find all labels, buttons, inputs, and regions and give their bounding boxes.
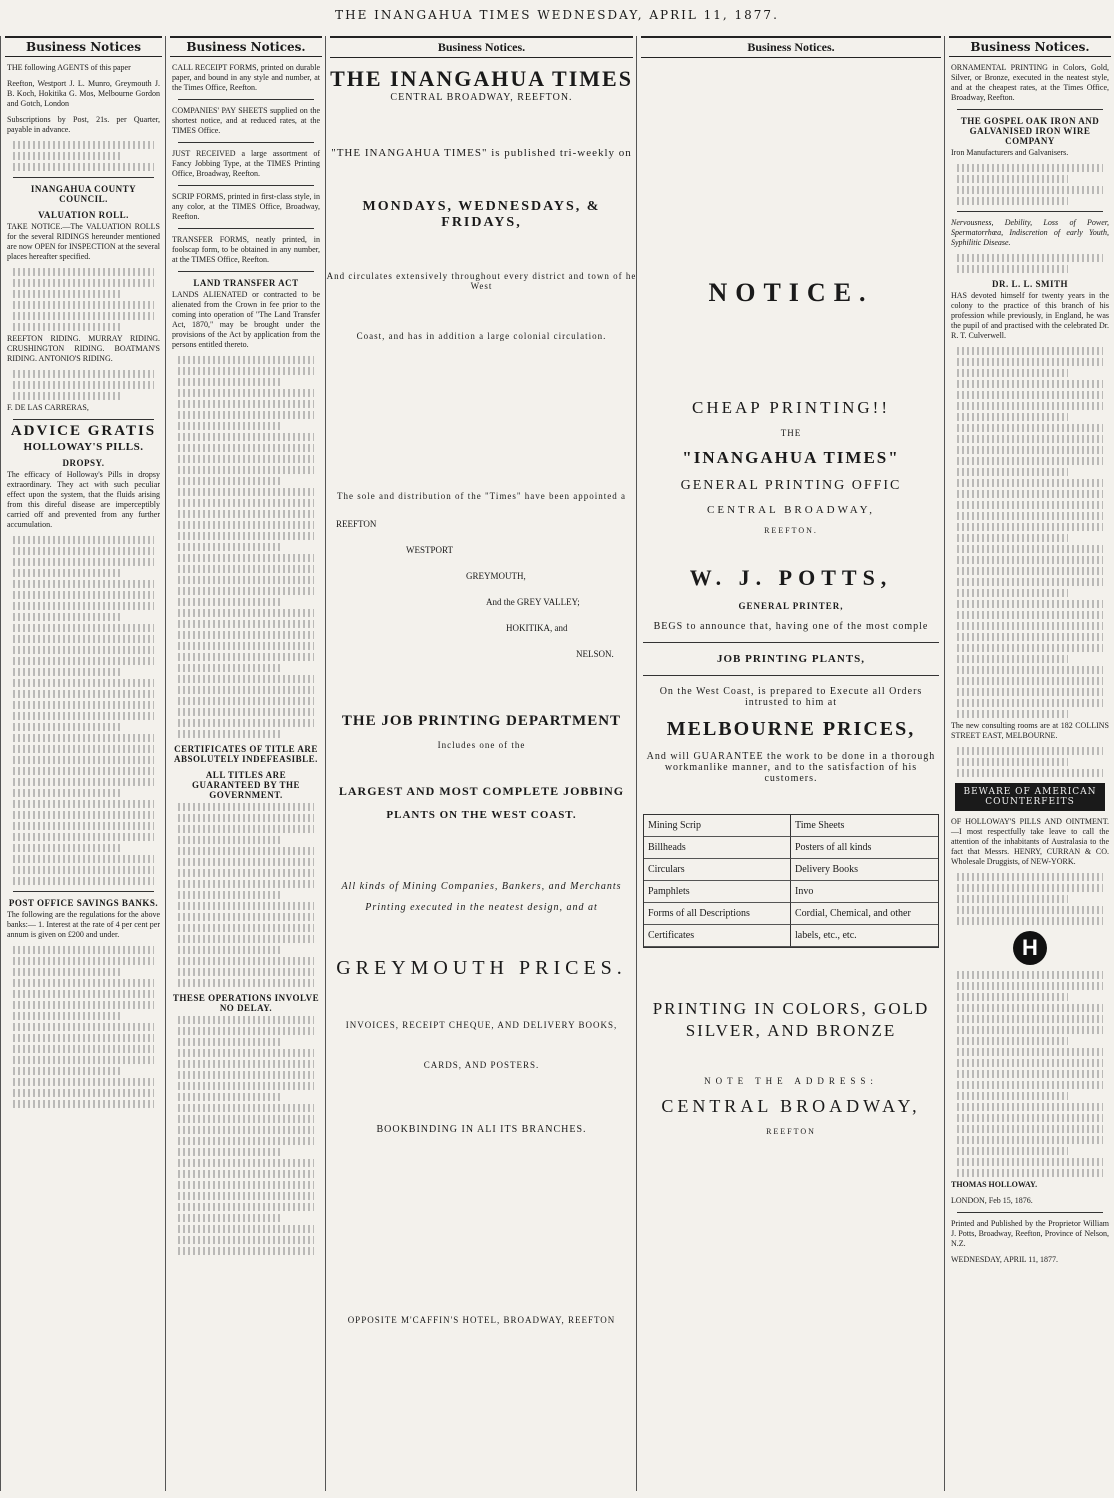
ridings-list: REEFTON RIDING. MURRAY RIDING. CRUSHINGTON RIDING. BOATMAN'S RIDING. ANTONIO'S RIDING. [7, 334, 160, 363]
office-address: CENTRAL BROADWAY, [707, 504, 875, 516]
melbourne-prices: MELBOURNE PRICES, [666, 718, 916, 740]
beware-banner: BEWARE OF AMERICAN COUNTERFEITS [955, 783, 1105, 811]
no-delay-heading: THESE OPERATIONS INVOLVE NO DELAY. [172, 993, 320, 1013]
dropsy-heading: DROPSY. [62, 458, 105, 468]
service-item: Billheads [644, 837, 791, 859]
column-4 [636, 36, 945, 1491]
circulation-line: And circulates extensively throughout every district and town of he West [326, 271, 637, 291]
largest-line: LARGEST AND MOST COMPLETE JOBBING [338, 784, 625, 798]
services-table [643, 814, 939, 948]
service-item: Forms of all Descriptions [644, 903, 791, 925]
gospel-oak-heading: THE GOSPEL OAK IRON AND GALVANISED IRON WIRE COMPANY [960, 116, 1100, 146]
general-printer: GENERAL PRINTER, [738, 601, 844, 611]
column-1-heading: Business Notices [5, 36, 162, 57]
column-1 [0, 36, 166, 1491]
place-greymouth: GREYMOUTH, [466, 571, 526, 581]
publication-days: MONDAYS, WEDNESDAYS, & FRIDAYS, [362, 199, 601, 230]
agents-title: THE following AGENTS of this paper [7, 63, 131, 72]
council-heading: INANGAHUA COUNTY COUNCIL. [30, 184, 137, 204]
valuation-roll-heading: VALUATION ROLL. [38, 210, 129, 220]
consulting-rooms: The new consulting rooms are at 182 COLLINS STREET EAST, MELBOURNE. [951, 721, 1109, 740]
column-5-heading: Business Notices. [949, 36, 1111, 57]
issue-date: WEDNESDAY, APRIL 11, 1877. [951, 1255, 1058, 1264]
holloway-trademark-logo: H [1013, 931, 1047, 965]
gospel-oak-sub: Iron Manufacturers and Galvanisers. [951, 148, 1069, 157]
column-5 [944, 36, 1114, 1491]
cards-line: CARDS, AND POSTERS. [423, 1060, 540, 1070]
paper-subtitle: CENTRAL BROADWAY, REEFTON. [390, 92, 573, 103]
masthead: THE INANGAHUA TIMES WEDNESDAY, APRIL 11, 1877. [335, 8, 779, 22]
service-item: Certificates [644, 925, 791, 947]
service-item: Posters of all kinds [791, 837, 938, 859]
advice-heading: ADVICE GRATIS [10, 423, 157, 439]
office-town: REEFTON. [764, 526, 818, 535]
place-nelson: NELSON. [576, 649, 614, 659]
printing-line: Printing executed in the neatest design, and at [365, 902, 598, 913]
savings-heading: POST OFFICE SAVINGS BANKS. [8, 898, 159, 908]
service-item: labels, etc., etc. [791, 925, 938, 947]
ornamental-ad: ORNAMENTAL PRINTING in Colors, Gold, Silver, or Bronze, executed in the neatest style, and at the cheapest rates, at the Times Office, Broadway, Reefton. [951, 63, 1109, 102]
imprint: Printed and Published by the Proprietor William J. Potts, Broadway, Reefton, Province of Nelson, N.Z. [951, 1219, 1109, 1248]
inangahua-times-heading: "INANGAHUA TIMES" [682, 448, 900, 467]
column-2-heading: Business Notices. [170, 36, 322, 57]
service-item: Pamphlets [644, 881, 791, 903]
bookbinding-line: BOOKBINDING IN ALI ITS BRANCHES. [376, 1124, 587, 1135]
colonial-line: Coast, and has in addition a large colonial circulation. [356, 331, 607, 341]
scrip-forms-ad: SCRIP FORMS, printed in first-class style, in any color, at the TIMES Office, Broadway, Reefton. [172, 192, 320, 221]
note-address: NOTE THE ADDRESS: [704, 1076, 878, 1086]
subscriptions: Subscriptions by Post, 21s. per Quarter, payable in advance. [7, 115, 160, 134]
general-printing-office: GENERAL PRINTING OFFIC [680, 478, 902, 493]
footer-broadway: CENTRAL BROADWAY, [661, 1096, 921, 1116]
certificates-heading: CERTIFICATES OF TITLE ARE ABSOLUTELY INDEFEASIBLE. [174, 744, 318, 764]
holloway-date: LONDON, Feb 15, 1876. [951, 1196, 1033, 1205]
guaranteed-heading: ALL TITLES ARE GUARANTEED BY THE GOVERNMENT. [191, 770, 301, 800]
notice-heading: NOTICE. [708, 278, 874, 307]
plants-line: PLANTS ON THE WEST COAST. [386, 809, 577, 821]
pay-sheets-ad: COMPANIES' PAY SHEETS supplied on the shortest notice, and at reduced rates, at the TIMES Office. [172, 106, 320, 135]
cheap-printing: CHEAP PRINTING!! [691, 398, 890, 417]
call-receipt-ad: CALL RECEIPT FORMS, printed on durable paper, and bound in any style and number, at the Times Office, Reefton. [172, 63, 320, 92]
just-received-ad: JUST RECEIVED a large assortment of Fancy Jobbing Type, at the TIMES Printing Office, Broadway, Reefton. [172, 149, 320, 178]
column-2 [165, 36, 326, 1491]
pills-text: The efficacy of Holloway's Pills in dropsy extraordinary. They act with such peculiar effect upon the system, that the fluids arising from this direful disease are imperceptibly carried off and prevented from any further accumulation. [7, 470, 160, 529]
includes-line: Includes one of the [437, 740, 526, 750]
land-transfer-heading: LAND TRANSFER ACT [193, 278, 299, 288]
column-4-heading: Business Notices. [641, 36, 941, 58]
place-grey-valley: And the GREY VALLEY; [486, 597, 580, 607]
land-transfer-text: LANDS ALIENATED or contracted to be alienated from the Crown in fee prior to the coming into operation of "The Land Transfer Act, 1870," may be brought under the provisions of the Act by application from the persons entitled thereto. [172, 290, 320, 349]
dr-smith-text: HAS devoted himself for twenty years in the colony to the practice of this branch of his profession while previously, in England, he was the pupil of and practised with the celebrated Dr. R. T. Culverwell. [951, 291, 1109, 340]
place-reefton: REEFTON [336, 519, 377, 529]
place-westport: WESTPORT [406, 545, 453, 555]
nervousness-ad: Nervousness, Debility, Loss of Power, Spermatorrhœa, Indiscretion of early Youth, Syphilitic Disease. [951, 218, 1109, 247]
agents-line: The sole and distribution of the "Times" have been appointed a [337, 491, 626, 501]
place-hokitika: HOKITIKA, and [506, 623, 568, 633]
pills-heading: HOLLOWAY'S PILLS. [23, 441, 144, 453]
service-item: Delivery Books [791, 859, 938, 881]
service-item: Circulars [644, 859, 791, 881]
published-line: "THE INANGAHUA TIMES" is published tri-weekly on [331, 147, 632, 159]
valuation-notice: TAKE NOTICE.—The VALUATION ROLLS for the several RIDINGS hereunder mentioned are now OPEN for INSPECTION at the several places hereafter specified. [7, 222, 160, 261]
service-item: Time Sheets [791, 815, 938, 837]
west-coast-line: On the West Coast, is prepared to Execute all Orders intrusted to him at [659, 686, 923, 708]
column-3 [325, 36, 637, 1491]
begs-line: BEGS to announce that, having one of the most comple [653, 621, 929, 632]
invoices-line: INVOICES, RECEIPT CHEQUE, AND DELIVERY BOOKS, [345, 1020, 618, 1030]
footer-reefton: REEFTON [766, 1127, 816, 1136]
job-plants-line: JOB PRINTING PLANTS, [716, 653, 866, 665]
savings-text: The following are the regulations for the above banks:— 1. Interest at the rate of 4 per cent per annum is given on £200 and under. [7, 910, 160, 939]
the-line: THE [780, 428, 802, 438]
holloway-notice: OF HOLLOWAY'S PILLS AND OINTMENT.—I most respectfully take leave to call the attention of the inhabitants of Australasia to the fact that Messrs. HENRY, CURRAN & CO. Wholesale Druggists, of NEW-YORK. [951, 817, 1109, 866]
service-item: Invo [791, 881, 938, 903]
service-item: Mining Scrip [644, 815, 791, 837]
column-3-heading: Business Notices. [330, 36, 633, 58]
dr-smith-heading: DR. L. L. SMITH [991, 279, 1068, 289]
service-item: Cordial, Chemical, and other [791, 903, 938, 925]
all-kinds-line: All kinds of Mining Companies, Bankers, and Merchants [341, 881, 622, 892]
paper-title: THE INANGAHUA TIMES [330, 66, 633, 91]
address-footer: OPPOSITE M'CAFFIN'S HOTEL, BROADWAY, REEFTON [347, 1315, 616, 1325]
colors-line: PRINTING IN COLORS, GOLD SILVER, AND BRONZE [652, 999, 930, 1040]
agents-list: Reefton, Westport J. L. Munro, Greymouth J. B. Koch, Hokitika G. Mos, Melbourne Gordon and Gotch, London [7, 79, 160, 108]
holloway-signature: THOMAS HOLLOWAY. [951, 1180, 1038, 1189]
job-dept-heading: THE JOB PRINTING DEPARTMENT [341, 713, 622, 729]
potts-name: W. J. POTTS, [689, 565, 893, 590]
signature: F. DE LAS CARRERAS, [7, 403, 89, 412]
greymouth-prices: GREYMOUTH PRICES. [336, 957, 627, 979]
transfer-forms-ad: TRANSFER FORMS, neatly printed, in foolscap form, to be obtained in any number, at the TIMES Office, Reefton. [172, 235, 320, 264]
guarantee-line: And will GUARANTEE the work to be done in a thorough workmanlike manner, and to the satisfaction of his customers. [646, 751, 936, 784]
